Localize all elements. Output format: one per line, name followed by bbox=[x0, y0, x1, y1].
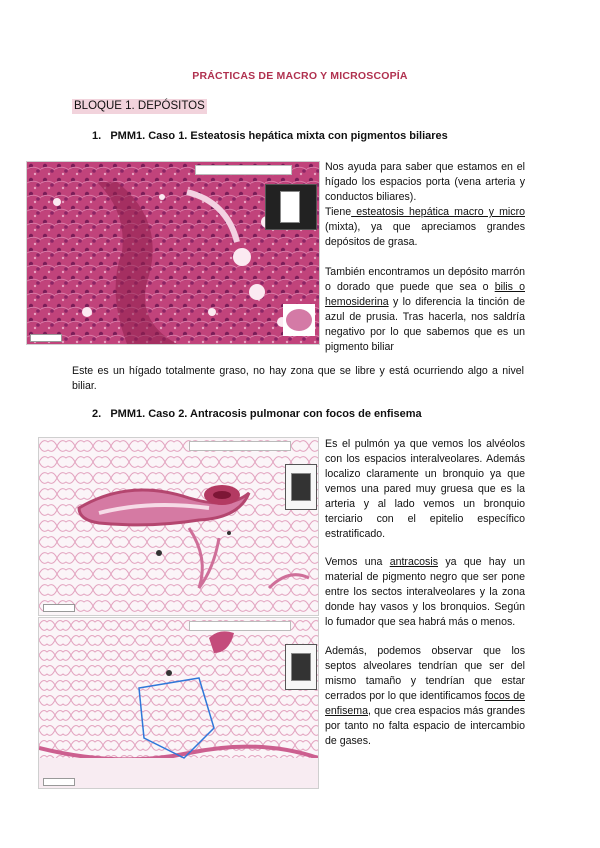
case1-p3-post: y lo diferencia la tinción de azul de prusia. Tras hacerla, nos saldría negativo por lo que sabemos que es un pigmento biliar bbox=[325, 296, 525, 353]
scale-bar-2 bbox=[43, 604, 75, 612]
case2-p3-underline: focos de enfisema bbox=[325, 690, 525, 717]
case1-p2-post: (mixta), ya que apreciamos grandes depósitos de grasa. bbox=[325, 221, 525, 248]
case1-paragraph-1: Nos ayuda para saber que estamos en el hígado los espacios porta (vena arteria y conductos biliares). bbox=[325, 161, 525, 203]
tissue-overview-thumbnail bbox=[283, 304, 315, 336]
block-heading: BLOQUE 1. DEPÓSITOS bbox=[74, 100, 205, 112]
case1-summary: Este es un hígado totalmente graso, no hay zona que se libre y está ocurriendo algo a nivel biliar. bbox=[72, 365, 524, 392]
case1-paragraph-2 bbox=[325, 205, 525, 250]
lung-histology-image-1 bbox=[38, 437, 319, 616]
case1-p2-pre: Tiene bbox=[325, 206, 352, 218]
case1-p3-pre: También encontramos un depósito marrón o dorado que puede que sea o bbox=[325, 266, 525, 293]
case2-p3-pre: Además, podemos observar que los septos alveolares tendrían que ser del mismo tamaño y tendrían que estar cerrados por lo que identificamos bbox=[325, 645, 525, 702]
case2-paragraph-1: Es el pulmón ya que vemos los alvéolos con los espacios interalveolares. Además localizo claramente un bronquio ya que vemos una pared muy gruesa que es la arteria y al lado vemos un bronquio terciario con el epitelio específico estratificado. bbox=[325, 438, 525, 540]
viewer-side-panel-2 bbox=[285, 464, 317, 510]
slide-thumbnail bbox=[280, 191, 300, 223]
case1-p2-underline: esteatosis hepática macro y micro bbox=[351, 206, 525, 218]
case2-p2-pre: Vemos una bbox=[325, 556, 390, 568]
lung-tissue-texture-1 bbox=[39, 438, 318, 615]
viewer-side-panel-3 bbox=[285, 644, 317, 690]
case1-paragraph-3 bbox=[325, 265, 525, 355]
case2-p2-underline: antracosis bbox=[389, 556, 438, 568]
document-title: PRÁCTICAS DE MACRO Y MICROSCOPÍA bbox=[192, 70, 408, 82]
viewer-side-panel bbox=[265, 184, 317, 230]
case2-heading: 2. PMM1. Caso 2. Antracosis pulmonar con focos de enfisema bbox=[92, 408, 422, 420]
case1-heading: 1. PMM1. Caso 1. Esteatosis hepática mixta con pigmentos biliares bbox=[92, 130, 448, 142]
scale-bar bbox=[30, 334, 62, 342]
slide-thumbnail-3 bbox=[291, 653, 311, 681]
lung-histology-image-2 bbox=[38, 617, 319, 789]
lung-tissue-texture-2 bbox=[39, 618, 318, 788]
slide-thumbnail-2 bbox=[291, 473, 311, 501]
scale-bar-3 bbox=[43, 778, 75, 786]
case2-paragraph-3 bbox=[325, 644, 525, 749]
liver-histology-image bbox=[26, 161, 320, 345]
case2-p3-post: , que crea espacios más grandes por tanto no falta espacio de intercambio de gases. bbox=[325, 705, 525, 747]
case2-p2-post: ya que hay un material de pigmento negro que ser pone entre los sectos interalveolares y la zona donde hay vasos y los bronquios. Según lo fumador que sea habrá más o menos. bbox=[325, 556, 525, 628]
viewer-toolbar-3[interactable] bbox=[189, 621, 291, 631]
case2-paragraph-2 bbox=[325, 555, 525, 630]
case1-p3-underline: bilis o hemosiderina bbox=[325, 281, 525, 308]
viewer-toolbar-2[interactable] bbox=[189, 441, 291, 451]
viewer-toolbar[interactable] bbox=[195, 165, 292, 175]
